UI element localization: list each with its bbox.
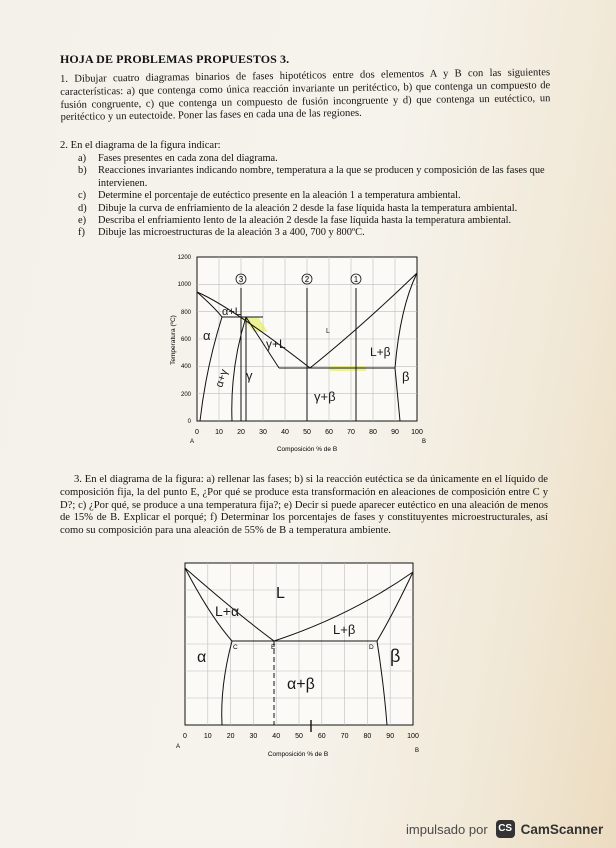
point-c-label: C [233,644,238,651]
phase-label: α [197,649,207,666]
list-item [78,227,550,239]
phase-label: L+β [333,622,356,637]
x-tick-label: 90 [391,429,399,436]
item-text: Dibuje las microestructuras de la aleación 3 a 400, 700 y 800ºC. [98,227,365,239]
item-letter: b) [78,165,87,177]
x-tick-label: 50 [303,429,311,436]
element-b-label: B [422,439,427,445]
phase-label: α [203,328,211,343]
phase-diagram-2 [170,556,430,764]
item-letter: d) [78,202,87,214]
x-tick-label: 80 [369,429,377,436]
point-e-label: E [271,644,276,651]
item-text: Reacciones invariantes indicando nombre, temperatura a la que se producen y composición de las fases que intervienen. [98,165,545,189]
camscanner-logo-icon: CS [496,820,515,838]
x-tick-label: 30 [249,733,258,740]
point-d-label: D [369,644,374,651]
item-text: Dibuje la curva de enfriamiento de la aleación 2 desde la fase líquida hasta la temperatura ambiental. [98,202,518,214]
x-tick-label: 30 [259,429,267,436]
phase-label: L [326,328,330,335]
phase-label: β [390,646,401,666]
x-tick-label: 10 [215,429,223,436]
phase-label: α+β [287,676,315,693]
watermark-brand: CamScanner [520,821,604,837]
list-item [78,153,550,165]
element-a-label: A [176,744,181,750]
x-tick-label: 90 [386,733,395,740]
camscanner-watermark [406,820,603,838]
phase-label: β [402,369,410,384]
x-tick-label: 100 [411,429,423,436]
x-tick-label: 10 [203,733,212,740]
phase-label: L [276,585,285,602]
x-tick-label: 60 [317,733,326,740]
item-letter: f) [78,227,85,239]
x-tick-labels [183,733,419,740]
item-letter: a) [78,153,87,164]
item-letter: e) [78,215,87,227]
x-tick-label: 40 [272,733,281,740]
alloy-label-3: 3 [238,275,244,284]
watermark-prefix: impulsado por [406,821,488,837]
x-tick-label: 60 [325,429,333,436]
phase-label: L+β [370,345,391,359]
problem-1-text: 1. Dibujar cuatro diagramas binarios de fases hipotéticos entre dos elementos A y B con las siguientes características: a) que contenga como única reacción invariante un peritéctico, b) que contenga un compuesto de fusión congruente, c) que contenga un compuesto de fusión incongruente y d) que contenga un eutéctico, un peritéctico y un eutectoide. Poner las fases en cada una de las regiones. [60,67,551,124]
x-axis-label: Composición % de B [267,751,329,758]
item-letter: c) [78,190,87,202]
y-tick-label: 1000 [177,282,191,288]
x-tick-label: 0 [183,733,187,740]
y-tick-label: 200 [180,392,191,398]
x-tick-label: 80 [363,733,372,740]
page-title: HOJA DE PROBLEMAS PROPUESTOS 3. [60,52,290,66]
x-tick-label: 50 [295,733,303,740]
y-tick-label: 1200 [177,255,191,261]
y-tick-label: 400 [180,364,191,370]
x-tick-label: 70 [347,429,355,436]
list-item [78,190,550,202]
x-tick-label: 20 [226,733,235,740]
phase-diagram-1 [160,248,450,458]
phase-label: γ+L [266,337,286,351]
problem-2-list [78,153,550,240]
item-text: Determine el porcentaje de eutéctico presente en la aleación 1 a temperatura ambiental. [98,190,461,202]
y-tick-label: 0 [187,419,191,425]
x-tick-label: 100 [407,733,419,740]
x-tick-label: 40 [281,429,289,436]
x-tick-label: 20 [237,429,245,436]
x-tick-labels [195,429,423,436]
y-tick-labels [178,255,192,425]
phase-label: L+α [215,603,240,619]
phase-label: α+γ [213,367,231,389]
item-text: Describa el enfriamiento lento de la aleación 2 desde la fase líquida hasta la temperatura ambiental. [98,215,512,227]
y-tick-label: 800 [180,310,191,316]
y-axis-label: Temperatura (ºC) [170,315,177,365]
y-tick-label: 600 [180,337,191,343]
phase-label: γ [246,368,253,383]
element-b-label: B [415,748,420,754]
problem-3-text: 3. En el diagrama de la figura: a) rellenar las fases; b) si la reacción eutéctica se da únicamente en el líquido de composición fija, la del punto E, ¿Por qué se produce esta transformación en aleaciones de composición entre C y D?; c) ¿Por qué, se produce a una temperatura fija?; e) Decir si puede aparecer eutéctico en una aleación de menos de 15% de B. Explicar el porqué; f) Determinar los porcentajes de fases y constituyentes microestructurales, así como su composición para una aleación de 55% de B a temperatura ambiente. [60,474,548,537]
phase-label: α+L [222,306,241,318]
alloy-label-2: 2 [304,275,310,284]
x-tick-label: 70 [340,733,349,740]
item-text: Fases presentes en cada zona del diagrama. [98,153,278,164]
list-item [78,215,550,227]
element-a-label: A [190,439,195,445]
list-item [78,165,550,190]
problem-2-intro: 2. En el diagrama de la figura indicar: [60,140,221,151]
phase-label: γ+β [314,389,336,404]
x-tick-label: 0 [195,429,199,436]
x-axis-label: Composición % de B [276,446,338,453]
list-item [78,203,550,215]
alloy-label-1: 1 [353,275,359,284]
